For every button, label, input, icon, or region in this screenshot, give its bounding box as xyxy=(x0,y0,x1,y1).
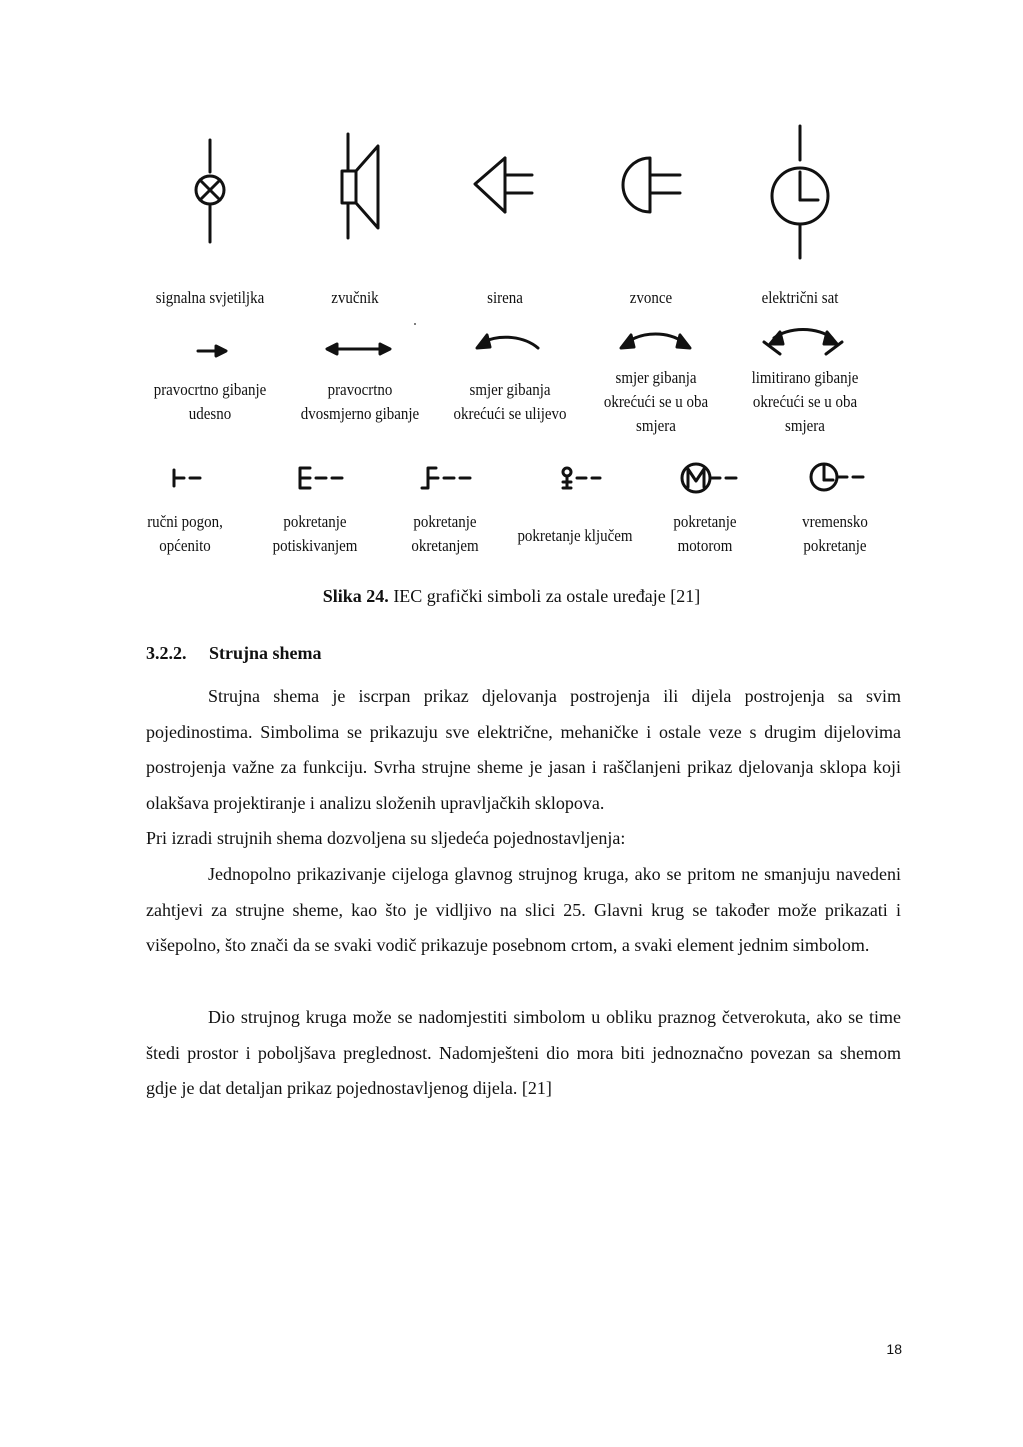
figure-caption xyxy=(0,586,1023,607)
label-speaker: zvučnik xyxy=(331,288,379,307)
paragraph-1-text: Strujna shema je iscrpan prikaz djelovanja postrojenja ili dijela postrojenja sa svim pojedinostima. Simbolima se prikazuju sve električne, mehaničke i ostale veze s drugim dijelovima postrojenja važne za funkciju. Svrha strujne sheme je jasan i raščlanjeni prikaz djelovanja sklopa koji olakšava projektiranje i analizu složenih upravljačkih sklopova. xyxy=(146,686,901,813)
timer-actuation-icon xyxy=(811,464,863,490)
label-linear-right: pravocrtno gibanje udesno xyxy=(153,380,267,423)
caption-text: IEC grafički simboli za ostale uređaje [21] xyxy=(388,586,701,606)
label-motor-actuation: pokretanje motorom xyxy=(673,512,737,555)
paragraph-3 xyxy=(146,857,901,964)
page-number: 18 xyxy=(886,1341,902,1357)
label-linear-both: pravocrtno dvosmjerno gibanje xyxy=(300,380,420,423)
label-rotate-both: smjer gibanja okrećući se u oba smjera xyxy=(603,368,709,435)
label-bell: zvonce xyxy=(629,288,673,307)
paragraph-1 xyxy=(146,679,901,821)
rotate-limited-icon xyxy=(764,330,842,354)
label-electric-clock: električni sat xyxy=(761,288,839,307)
section-title: Strujna shema xyxy=(209,643,322,663)
speaker-icon xyxy=(342,134,378,238)
figure-24 xyxy=(130,120,890,570)
arrow-right-icon xyxy=(198,346,226,356)
paragraph-3-text: Jednopolno prikazivanje cijeloga glavnog strujnog kruga, ako se pritom ne smanjuju navedeni zahtjevi za strujne sheme, kao što je vidljivo na slici 25. Glavni krug se također može prikazati i višepolno, što znači da se svaki vodič prikazuje posebnom crtom, a svaki element jednim simbolom. xyxy=(146,864,901,955)
rotate-left-icon xyxy=(477,335,538,348)
caption-label: Slika 24. xyxy=(322,586,389,606)
siren-icon xyxy=(475,158,532,212)
manual-drive-icon xyxy=(174,470,200,486)
rotate-both-icon xyxy=(621,334,690,348)
label-turn-actuation: pokretanje okretanjem xyxy=(411,512,479,555)
stray-dot xyxy=(414,323,416,325)
electric-clock-icon xyxy=(772,126,828,258)
paragraph-2 xyxy=(146,821,901,857)
paragraph-4 xyxy=(146,1000,901,1107)
push-actuation-icon xyxy=(300,468,342,488)
paragraph-4-text: Dio strujnog kruga može se nadomjestiti simbolom u obliku praznog četverokuta, ako se time štedi prostor i poboljšava preglednost. Nadomješteni dio mora biti jednoznačno povezan sa shemom gdje je dat detaljan prikaz pojednostavljenog dijela. [21] xyxy=(146,1007,901,1098)
label-push-actuation: pokretanje potiskivanjem xyxy=(272,512,358,555)
section-heading xyxy=(146,643,322,664)
symbols-drawing xyxy=(130,120,890,570)
label-key-actuation: pokretanje ključem xyxy=(517,526,633,545)
double-arrow-icon xyxy=(327,344,390,354)
key-actuation-icon xyxy=(563,468,600,488)
label-siren: sirena xyxy=(487,288,523,307)
label-timer-actuation: vremensko pokretanje xyxy=(802,512,868,555)
motor-actuation-icon xyxy=(682,464,736,492)
label-rotate-left: smjer gibanja okrećući se ulijevo xyxy=(453,380,567,423)
turn-actuation-icon xyxy=(422,468,470,488)
bell-icon xyxy=(623,158,680,212)
label-rotate-limited: limitirano gibanje okrećući se u oba smjera xyxy=(751,368,859,435)
section-number: 3.2.2. xyxy=(146,643,187,663)
paragraph-2-text: Pri izradi strujnih shema dozvoljena su sljedeća pojednostavljenja: xyxy=(146,828,626,848)
label-manual-drive: ručni pogon, općenito xyxy=(147,512,223,555)
label-signal-lamp: signalna svjetiljka xyxy=(155,288,265,307)
signal-lamp-icon xyxy=(196,140,224,242)
